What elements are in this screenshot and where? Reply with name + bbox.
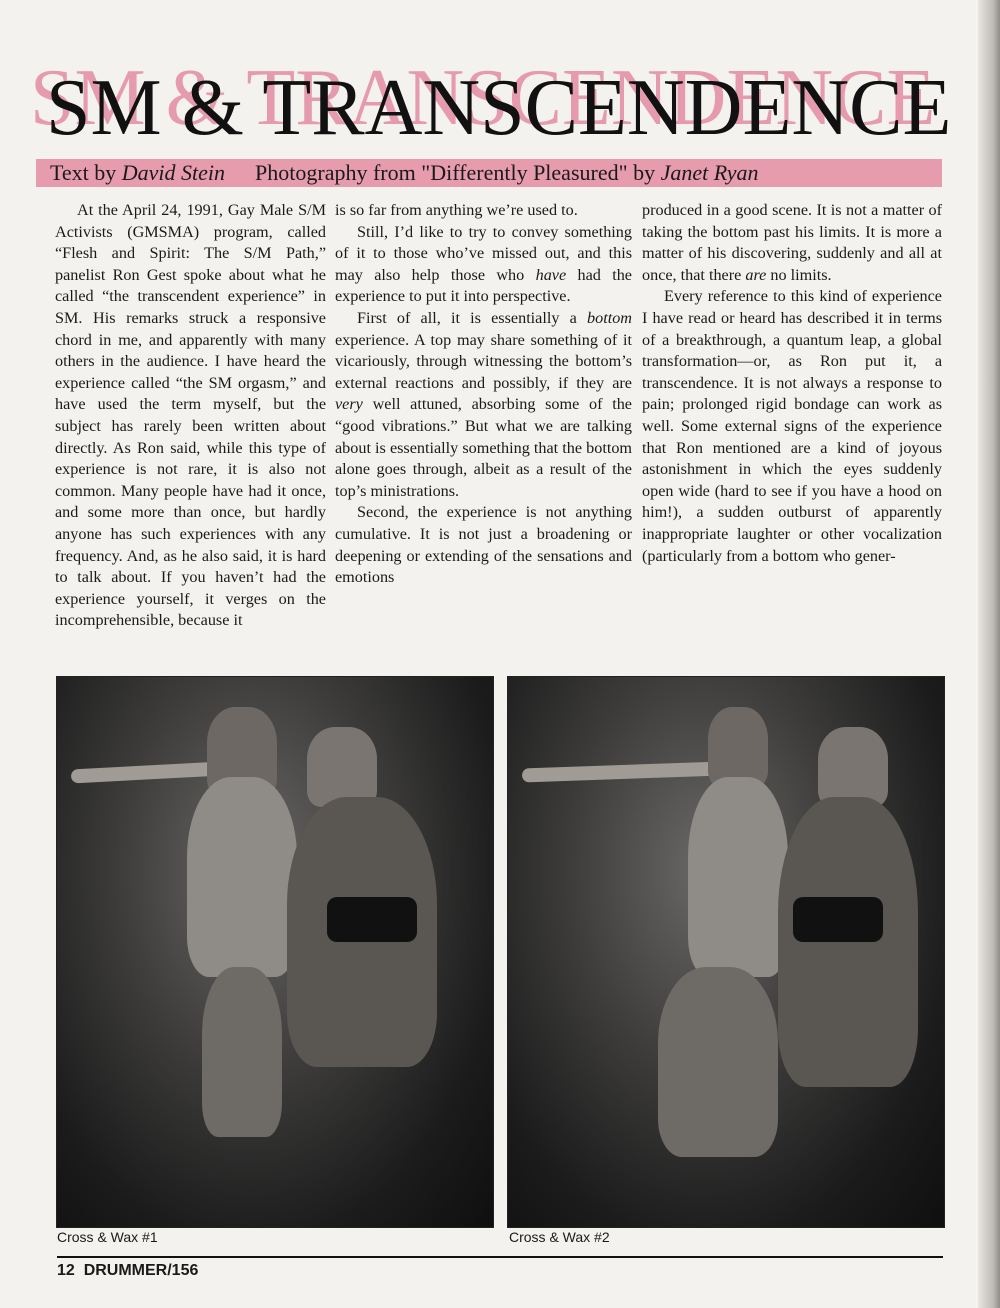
article-paragraph [335,200,632,222]
article-paragraph [55,200,326,632]
page-folio: 12 DRUMMER/156 [57,1262,199,1279]
paragraph-text: Every reference to this kind of experience I have read or heard has described it in terms of a breakthrough, a quantum leap, a global transformation—or, as Ron put it, a transcendence. It is not always a response to pain; prolonged rigid bondage can work as well. Some external signs of the experience that Ron mentioned are a kind of joyous astonishment in which the eyes suddenly open wide (hard to see if you have a hood on him!), a sudden outburst of apparently inappropriate laughter or other vocalization (particularly from a bottom who gener- [642,287,942,565]
headline-text: SM & TRANSCENDENCE [46,64,952,152]
paragraph-text: is so far from anything we’re used to. [335,201,578,219]
article-paragraph [642,200,942,286]
article-paragraph [335,308,632,502]
article-column-1 [55,200,326,632]
paragraph-text: First of all, it is essentially a [357,308,588,327]
italic-text: have [535,265,567,284]
photo-cross-wax-1 [56,676,494,1228]
photo-caption-2: Cross & Wax #2 [509,1229,610,1245]
page-binding-edge [978,0,1000,1308]
italic-text: very [335,395,363,414]
italic-text: are [745,265,767,284]
photo-caption-1: Cross & Wax #1 [57,1229,158,1245]
article-paragraph [335,502,632,588]
paragraph-text: At the April 24, 1991, Gay Male S/M Activists (GMSMA) program, called “Flesh and Spirit: The S/M Path,” panelist Ron Gest spoke about what he called “the transcendent experience” in SM. His remarks struck a responsive chord in me, and apparently with many others in the audience. I have heard the experience called “the SM orgasm,” and have used the term myself, but the subject has rarely been written about directly. As Ron said, while this type of experience is not rare, it is also not common. Many people have had it once, and some more than once, but hardly anyone has such experiences with any frequency. And, as he also said, it is hard to talk about. If you haven’t had the experience yourself, it verges on the incomprehensible, because it [55,201,326,630]
paragraph-text: well attuned, absorbing some of the “good vibrations.” But what we are talking about is essentially something that the bottom alone goes through, albeit as a result of the top’s ministrations. [335,395,632,500]
paragraph-text: experience. A top may share something of it vicariously, through witnessing the bottom’s external reactions and possibly, if they are [335,330,632,392]
byline-author: David Stein [121,160,226,185]
footer-rule [57,1256,943,1258]
photo-cross-wax-2 [507,676,945,1228]
article-column-3 [642,200,942,567]
article-paragraph [642,286,942,567]
paragraph-text: had the experience to put it into perspective. [335,265,632,306]
article-paragraph [335,222,632,308]
paragraph-text: no limits. [766,265,832,284]
byline-photographer: Janet Ryan [660,160,759,185]
paragraph-text: Still, I’d like to try to convey something of it to those who’ve missed out, and this may also help those who [335,222,632,284]
italic-text: bottom [587,308,632,327]
headline [36,48,956,158]
paragraph-text: Second, the experience is not anything cumulative. It is not just a broadening or deepening or extending of the sensations and emotions [335,503,632,587]
byline-bar [36,159,942,187]
article-column-2 [335,200,632,589]
byline-photo-prefix: Photography from "Differently Pleasured" by [255,160,661,185]
paragraph-text: produced in a good scene. It is not a matter of taking the bottom past his limits. It is more a matter of his discovering, suddenly and all at once, that there [642,201,942,284]
byline-text-prefix: Text by [50,160,122,185]
